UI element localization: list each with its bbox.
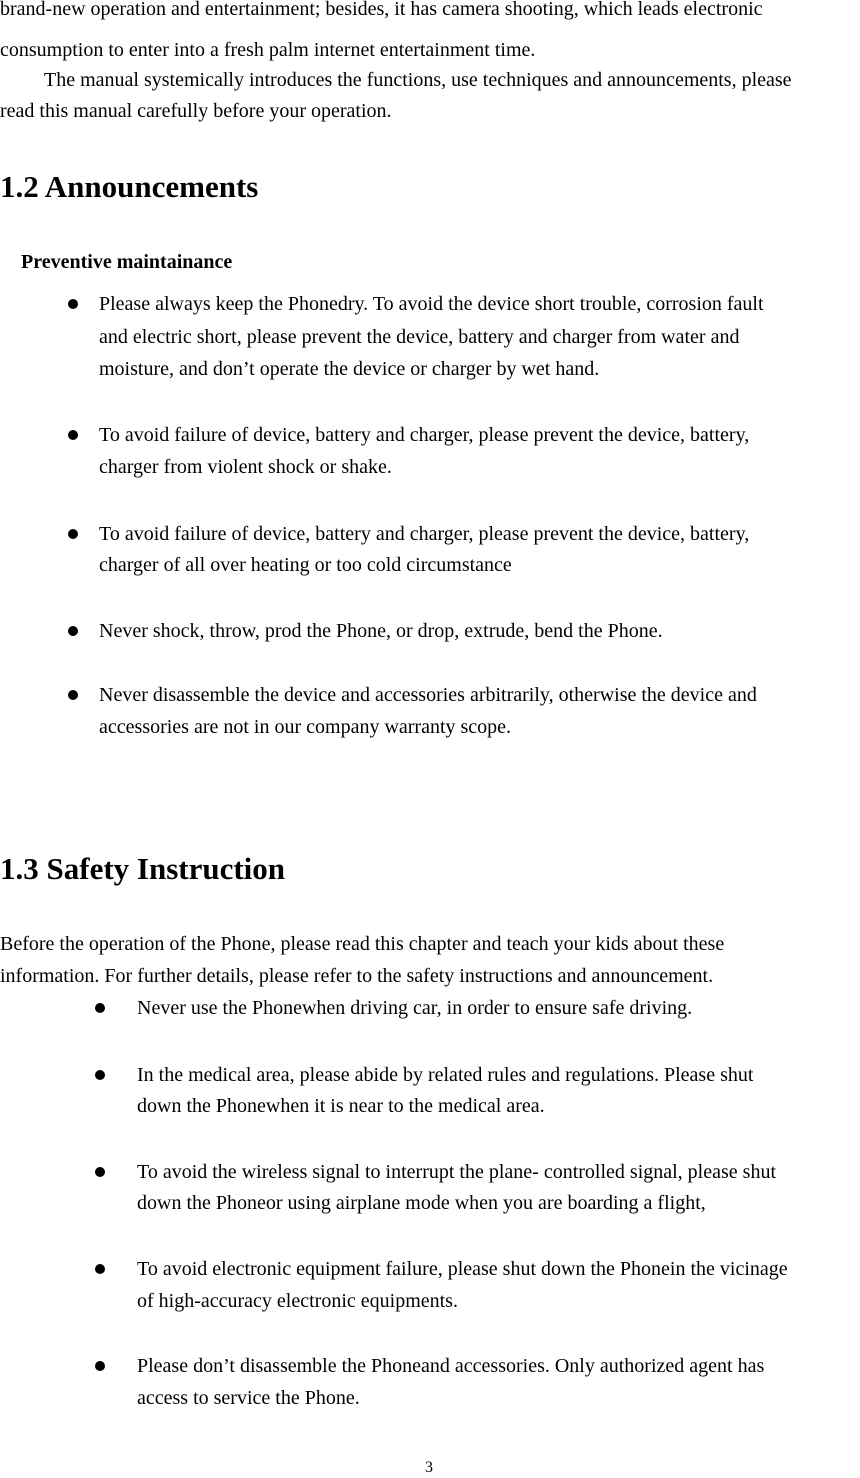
announcement-item-4-line-1: Never shock, throw, prod the Phone, or drop, extrude, bend the Phone. — [99, 620, 663, 642]
intro-line-4: read this manual carefully before your operation. — [0, 100, 392, 122]
safety-item-4-line-1: To avoid electronic equipment failure, please shut down the Phonein the vicinage — [137, 1258, 788, 1280]
safety-item-5-line-1: Please don’t disassemble the Phoneand accessories. Only authorized agent has — [137, 1355, 765, 1377]
bullet-icon — [95, 1167, 105, 1177]
safety-item-3-line-1: To avoid the wireless signal to interrupt the plane- controlled signal, please shut — [137, 1161, 776, 1183]
bullet-icon — [95, 1264, 105, 1274]
safety-item-2-line-2: down the Phonewhen it is near to the medical area. — [137, 1095, 545, 1117]
bullet-icon — [68, 690, 78, 700]
announcement-item-5-line-2: accessories are not in our company warranty scope. — [99, 716, 512, 738]
subheading-preventive-maintainance: Preventive maintainance — [21, 251, 233, 273]
announcement-item-3-line-2: charger of all over heating or too cold circumstance — [99, 554, 512, 576]
intro-line-1: brand-new operation and entertainment; besides, it has camera shooting, which leads electronic — [0, 0, 763, 20]
announcement-item-1-line-2: and electric short, please prevent the device, battery and charger from water and — [99, 326, 740, 348]
safety-item-2-line-1: In the medical area, please abide by related rules and regulations. Please shut — [137, 1064, 754, 1086]
intro-line-2: consumption to enter into a fresh palm internet entertainment time. — [0, 39, 536, 61]
safety-item-4-line-2: of high-accuracy electronic equipments. — [137, 1290, 458, 1312]
safety-item-5-line-2: access to service the Phone. — [137, 1387, 360, 1409]
page-number: 3 — [425, 1459, 433, 1476]
safety-item-3-line-2: down the Phoneor using airplane mode when you are boarding a flight, — [137, 1192, 706, 1214]
bullet-icon — [68, 529, 78, 539]
bullet-icon — [68, 626, 78, 636]
announcement-item-2-line-1: To avoid failure of device, battery and charger, please prevent the device, battery, — [99, 424, 750, 446]
intro-line-3: The manual systemically introduces the functions, use techniques and announcements, please — [44, 69, 792, 91]
announcement-item-1-line-3: moisture, and don’t operate the device or charger by wet hand. — [99, 358, 600, 380]
bullet-icon — [95, 1070, 105, 1080]
safety-intro-line-1: Before the operation of the Phone, please read this chapter and teach your kids about these — [0, 933, 725, 955]
bullet-icon — [95, 1361, 105, 1371]
safety-item-1-line-1: Never use the Phonewhen driving car, in order to ensure safe driving. — [137, 997, 693, 1019]
announcement-item-2-line-2: charger from violent shock or shake. — [99, 456, 392, 478]
bullet-icon — [68, 299, 78, 309]
announcement-item-5-line-1: Never disassemble the device and accessories arbitrarily, otherwise the device and — [99, 684, 757, 706]
section-heading-announcements: 1.2 Announcements — [0, 169, 259, 204]
safety-intro-line-2: information. For further details, please refer to the safety instructions and announcement. — [0, 965, 714, 987]
section-heading-safety-instruction: 1.3 Safety Instruction — [0, 851, 286, 886]
announcement-item-1-line-1: Please always keep the Phonedry. To avoid the device short trouble, corrosion fault — [99, 293, 764, 315]
announcement-item-3-line-1: To avoid failure of device, battery and charger, please prevent the device, battery, — [99, 523, 750, 545]
bullet-icon — [68, 430, 78, 440]
bullet-icon — [95, 1003, 105, 1013]
